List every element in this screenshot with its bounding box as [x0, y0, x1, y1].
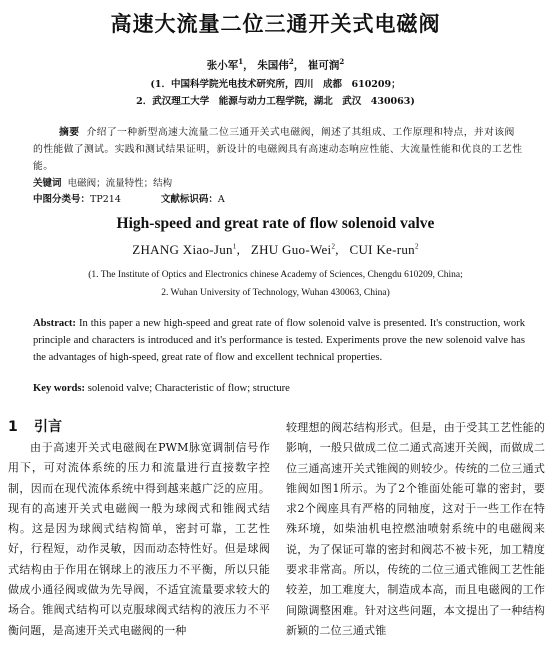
affiliation-cn-1: (1．中国科学院光电技术研究所，四川 成都 610209； [150, 79, 401, 90]
author-3-en: CUI Ke-run [349, 242, 415, 257]
section-number: 1 [8, 419, 18, 435]
abstract-cn-label: 摘要 [59, 127, 80, 138]
doc-code-label: 文献标识码： [160, 194, 218, 205]
affiliation-cn-2: 2．武汉理工大学 能源与动力工程学院，湖北 武汉 430063) [136, 96, 415, 107]
affiliation-cn-2-mark: 2 [136, 96, 143, 107]
keywords-cn-label: 关键词 [33, 178, 62, 189]
author-2-en: ZHU Guo-Wei [250, 242, 332, 257]
clc-value: TP214 [90, 194, 121, 205]
affiliation-cn-1-text: ．中国科学院光电技术研究所，四川 成都 610209； [161, 79, 401, 90]
abstract-en-text: In this paper a new high-speed and great rate of flow solenoid valve is presented. It's construction, work principle and characters is introduced and it's performance is tested. Experiments prove the new solenoid valve has the advantages of high-speed, great rate of flow and excellent technical properties. [33, 318, 525, 363]
author-1-en-mark: 1 [232, 242, 237, 251]
affiliation-cn-2-text: ．武汉理工大学 能源与动力工程学院，湖北 武汉 430063 [142, 96, 411, 107]
section-title: 引言 [34, 419, 62, 435]
author-2-mark: 2 [288, 57, 294, 66]
abstract-cn [33, 124, 523, 175]
affiliation-en-2: 2. Wuhan University of Technology, Wuhan 430063, China) [161, 288, 390, 298]
keywords-cn [33, 175, 172, 189]
author-3-en-mark: 2 [414, 242, 419, 251]
keywords-en [33, 383, 290, 394]
section-heading [8, 416, 62, 436]
author-3-cn: 崔可润 [307, 59, 340, 72]
body-column-right: 较理想的阀芯结构形式。但是，由于受其工艺性能的影响，一般只做成二位二通式高速开关阀，而做成二位三通高速开关式锥阀的则较少。传统的二位三通式锥阀如图1所示。为了2个锥面处能可靠的密封，要求2个阀座具有严格的同轴度，这对于一些工作在特殊环境，如柴油机电控燃油喷射系统中的电磁阀来说，为了保证可靠的密封和阀芯不被卡死，加工精度要求非常高。所以，传统的二位三通式锥阀工艺性能较差，加工难度大，制造成本高，而且电磁阀的工作间隙调整困难。针对这些问题，本文提出了一种结构新颖的二位三通式锥 [286, 421, 545, 637]
author-1-mark: 1 [238, 57, 244, 66]
author-2-en-mark: 2 [331, 242, 336, 251]
paper-title-cn: 高速大流量二位三通开关式电磁阀 [110, 12, 441, 36]
doc-code-value: A [217, 194, 225, 205]
clc-label: 中图分类号： [33, 194, 91, 205]
abstract-cn-text: 介绍了一种新型高速大流量二位三通开关式电磁阀，阐述了其组成、工作原理和特点，并对该阀的性能做了测试。实践和测试结果证明，新设计的电磁阀具有高速动态响应性能、大流量性能和优良的工艺性能。 [33, 127, 523, 172]
author-2-cn: 朱国伟 [257, 59, 289, 72]
keywords-cn-text: 电磁阀；流量特性；结构 [67, 178, 173, 189]
authors-cn: 张小军$^1$， 朱国伟$^2$， 崔可润$^2$ [206, 57, 345, 72]
author-3-mark: 2 [339, 57, 345, 66]
author-1-cn: 张小军 [206, 59, 239, 72]
affiliation-en-1: (1. The Institute of Optics and Electronics chinese Academy of Sciences, Chengdu 610209, China; [88, 270, 463, 280]
author-1-en: ZHANG Xiao-Jun [132, 242, 233, 257]
affiliation-cn-1-mark: 1 [154, 79, 162, 90]
abstract-en [33, 315, 525, 366]
authors-en: ZHANG Xiao-Jun$^1$, ZHU Guo-Wei$^2$, CUI Ke-run$^2$ [132, 242, 419, 257]
paper-title-en: High-speed and great rate of flow solenoid valve [116, 215, 435, 232]
keywords-en-text: solenoid valve; Characteristic of flow; structure [87, 383, 290, 394]
keywords-en-label: Key words: [33, 383, 86, 394]
abstract-en-label: Abstract: [33, 318, 76, 329]
body-column-left: 由于高速开关式电磁阀在PWM脉宽调制信号作用下，可对流体系统的压力和流量进行直接数字控制，因而在现代流体系统中得到越来越广泛的应用。现有的高速开关式电磁阀一般为球阀式和锥阀式结构。这是因为球阀式结构简单，密封可靠，工艺性好，行程短，动作灵敏，因而动态特性好。但是球阀式结构由于作用在钢球上的液压力不平衡，所以只能做成小通径阀或做为先导阀，不适宜流量要求较大的场合。锥阀式结构可以克服球阀式结构的液压力不平衡问题，是高速开关式电磁阀的一种 [8, 441, 270, 637]
classification-cn [33, 191, 225, 205]
